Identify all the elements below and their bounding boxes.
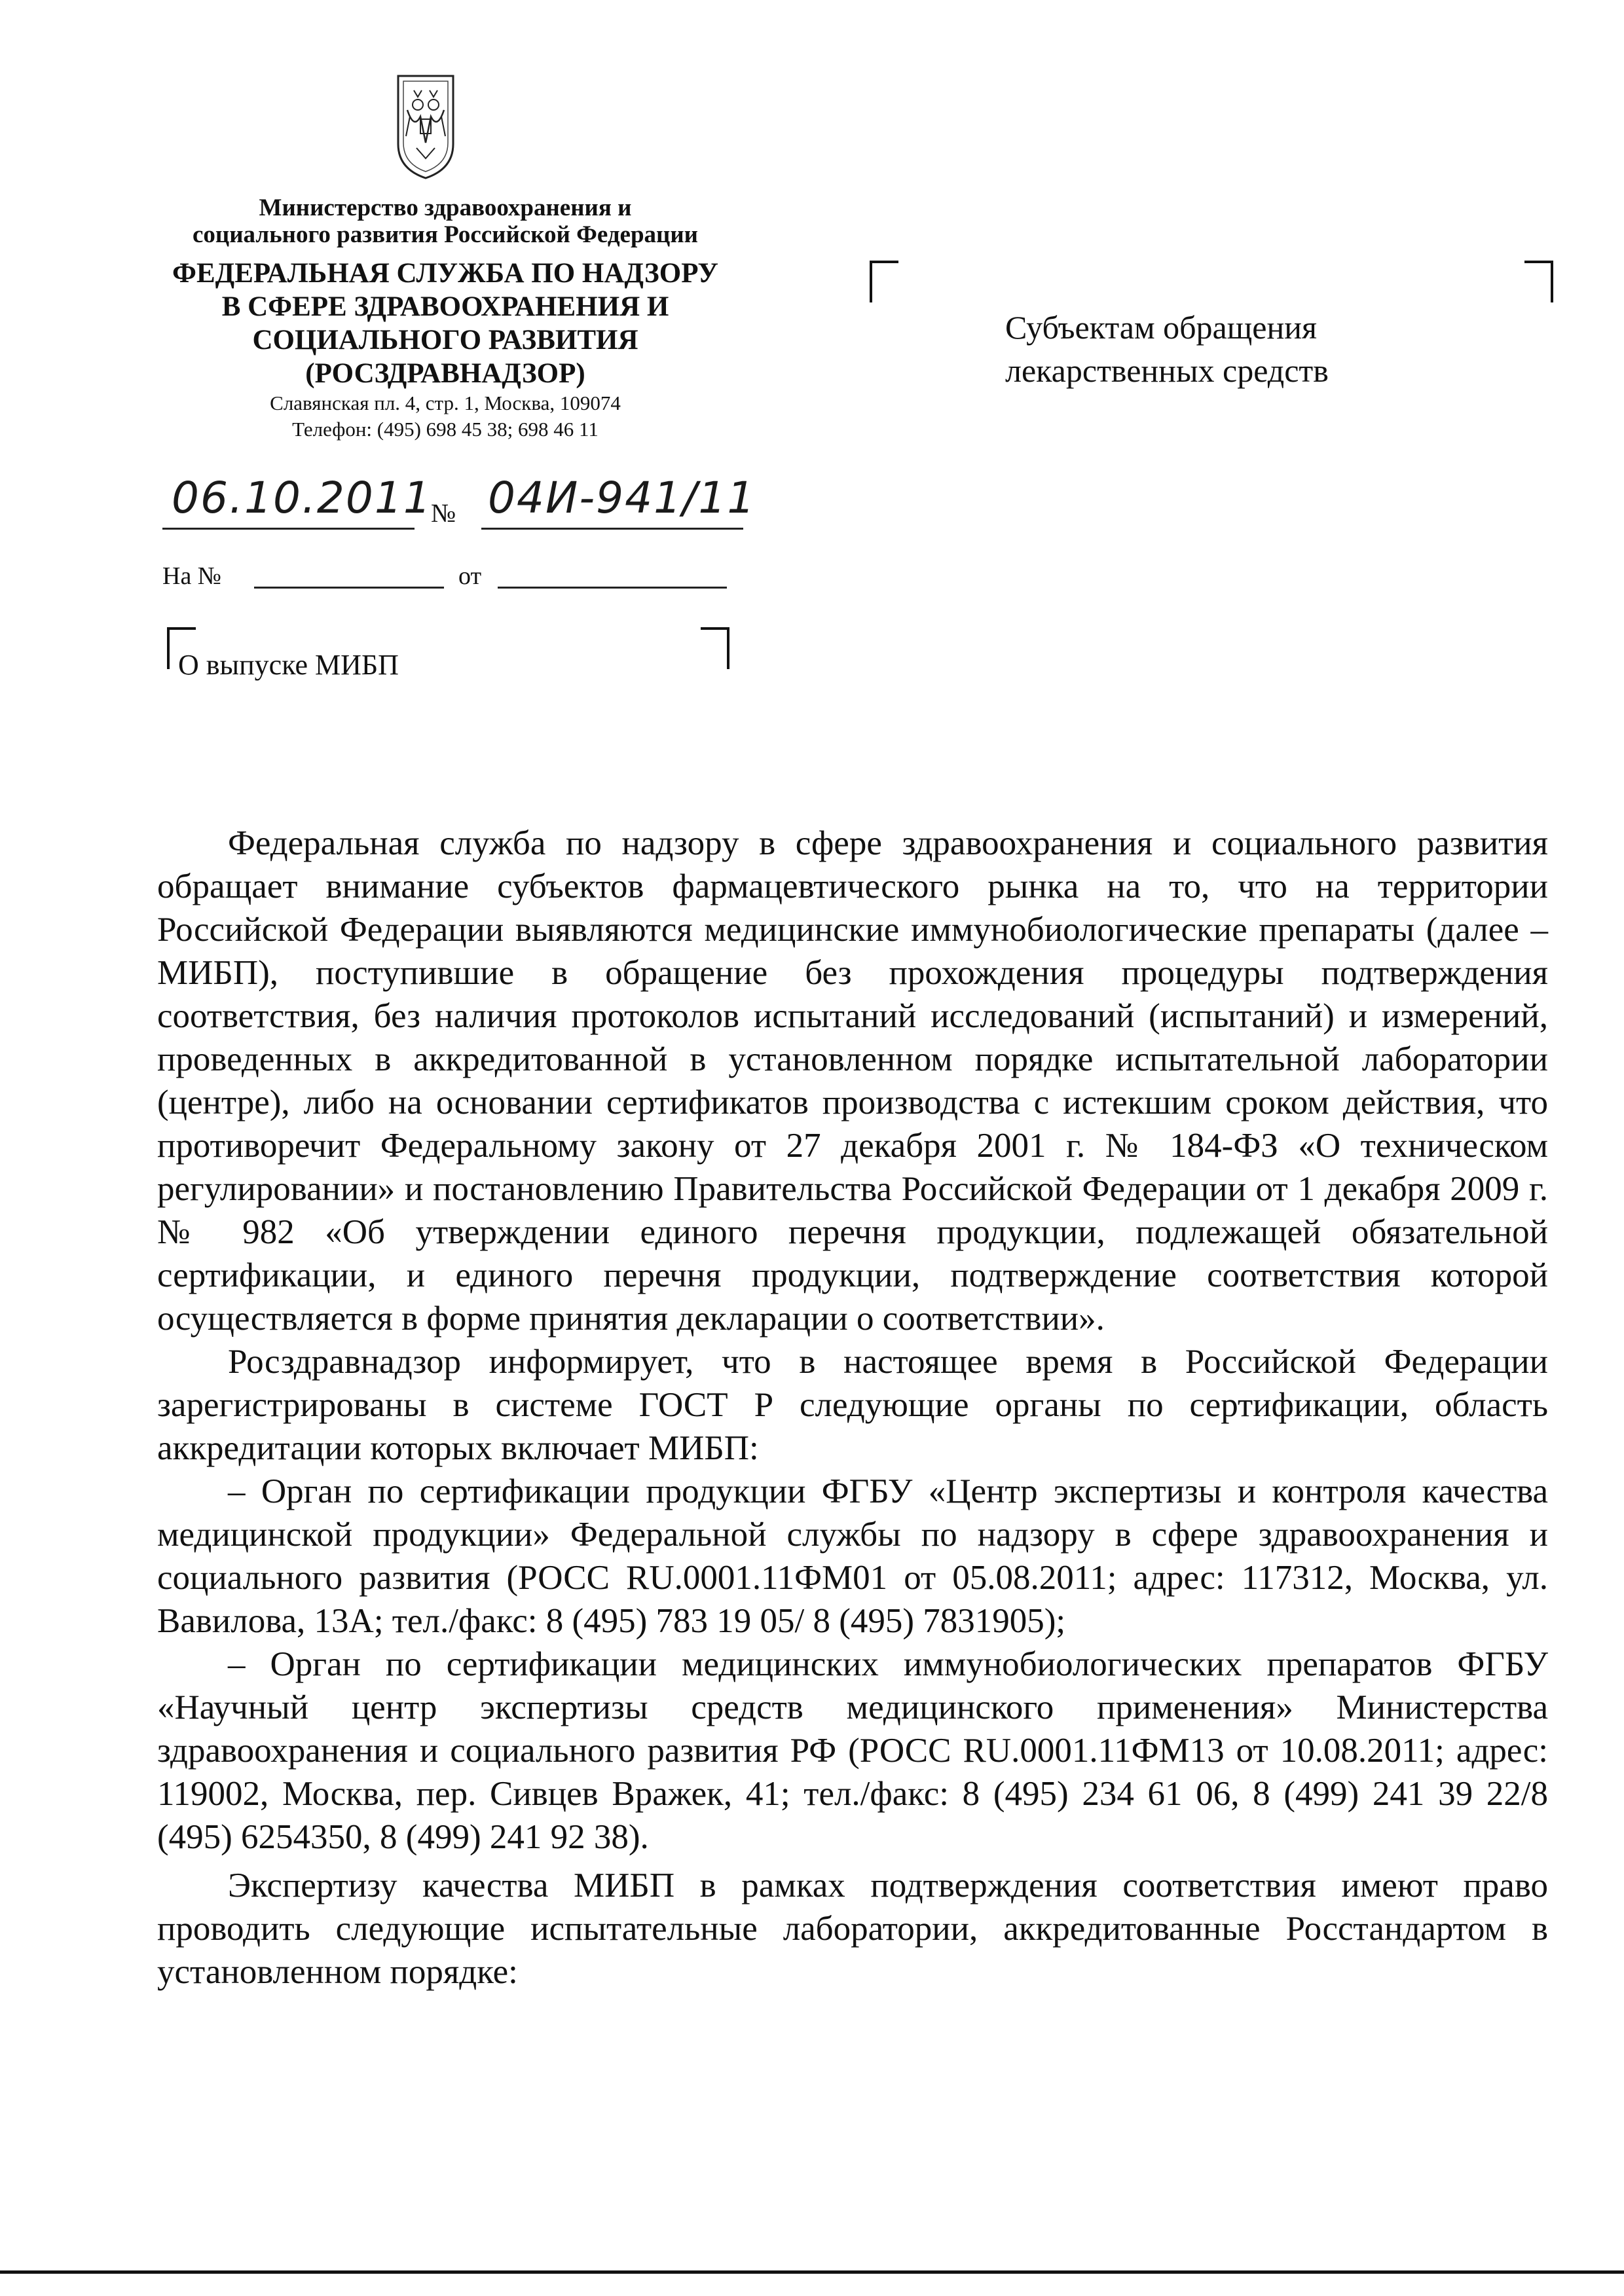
ministry-line-2: социального развития Российской Федерации <box>192 221 699 248</box>
body-paragraph-4: – Орган по сертификации медицинских иммунобиологических препаратов ФГБУ «Научный центр экспертизы средств медицинского применения» Министерства здравоохранения и социального развития РФ (РОСС RU.0001.11ФМ13 от 10.08.2011; адрес: 119002, Москва, пер. Сивцев Вражек, 41; тел./факс: 8 (495) 234 61 06, 8 (499) 241 39 22/8 (495) 6254350, 8 (499) 241 92 38). <box>157 1645 1548 1856</box>
body-paragraph-3: – Орган по сертификации продукции ФГБУ «Центр экспертизы и контроля качества медицинской продукции» Федеральной службы по надзору в сфере здравоохранения и социального развития (РОСС RU.0001.11ФМ01 от 05.08.2011; адрес: 117312, Москва, ул. Вавилова, 13А; тел./факс: 8 (495) 783 19 05/ 8 (495) 7831905); <box>157 1472 1548 1640</box>
ministry-line-1: Министерство здравоохранения и <box>259 194 632 221</box>
russian-coat-of-arms-icon <box>394 71 457 182</box>
recipient-line-2: лекарственных средств <box>1005 352 1329 389</box>
body-paragraph-1: Федеральная служба по надзору в сфере здравоохранения и социального развития обращает внимание субъектов фармацевтического рынка на то, что на территории Российской Федерации выявляются медицинские иммунобиологические препараты (далее – МИБП), поступившие в обращение без прохождения процедуры подтверждения соответствия, без наличия протоколов испытаний исследований (испытаний) и измерений, проведенных в аккредитованной в установленном порядке испытательной лаборатории (центре), либо на основании сертификатов производства с истекшим сроком действия, что противоречит Федеральному закону от 27 декабря 2001 г. № 184-ФЗ «О техническом регулировании» и постановлению Правительства Российской Федерации от 1 декабря 2009 г. № 982 «Об утверждении единого перечня продукции, подлежащей обязательной сертификации, и единого перечня продукции, подтверждение соответствия которой осуществляется в форме принятия декларации о соответствии». <box>157 824 1548 1338</box>
service-line-2: В СФЕРЕ ЗДРАВООХРАНЕНИЯ И <box>221 291 669 322</box>
ministry-name <box>151 194 740 248</box>
body-paragraph-2: Росздравнадзор информирует, что в настоящее время в Российской Федерации зарегистрированы в системе ГОСТ Р следующие органы по сертификации, область аккредитации которых включает МИБП: <box>157 1343 1548 1467</box>
number-sign: № <box>431 498 456 528</box>
reply-date-label: от <box>458 562 482 590</box>
page-bottom-rule <box>0 2270 1624 2274</box>
body-paragraph-5: Экспертизу качества МИБП в рамках подтверждения соответствия имеют право проводить следующие испытательные лаборатории, аккредитованные Росстандартом в установленном порядке: <box>157 1867 1548 1991</box>
number-line <box>481 528 743 530</box>
service-phone: Телефон: (495) 698 45 38; 698 46 11 <box>292 418 599 441</box>
letter-body <box>157 822 1548 1994</box>
recipient <box>1005 306 1464 392</box>
subject-bracket-right <box>701 627 729 669</box>
letter-subject: О выпуске МИБП <box>178 649 399 681</box>
reply-number-label: На № <box>162 562 222 590</box>
date-line <box>162 528 415 530</box>
handwritten-date: 06.10.2011 <box>172 473 432 523</box>
recipient-line-1: Субъектам обращения <box>1005 309 1317 346</box>
service-name <box>151 257 740 390</box>
recipient-bracket-left <box>870 261 898 302</box>
service-line-4: (РОСЗДРАВНАДЗОР) <box>305 358 585 389</box>
reply-date-line <box>498 587 727 589</box>
recipient-bracket-right <box>1524 261 1553 302</box>
reply-number-line <box>254 587 444 589</box>
service-line-1: ФЕДЕРАЛЬНАЯ СЛУЖБА ПО НАДЗОРУ <box>172 258 718 289</box>
service-address: Славянская пл. 4, стр. 1, Москва, 109074 <box>270 392 621 414</box>
service-line-3: СОЦИАЛЬНОГО РАЗВИТИЯ <box>252 325 638 355</box>
handwritten-number: 04И-941/11 <box>488 473 756 523</box>
